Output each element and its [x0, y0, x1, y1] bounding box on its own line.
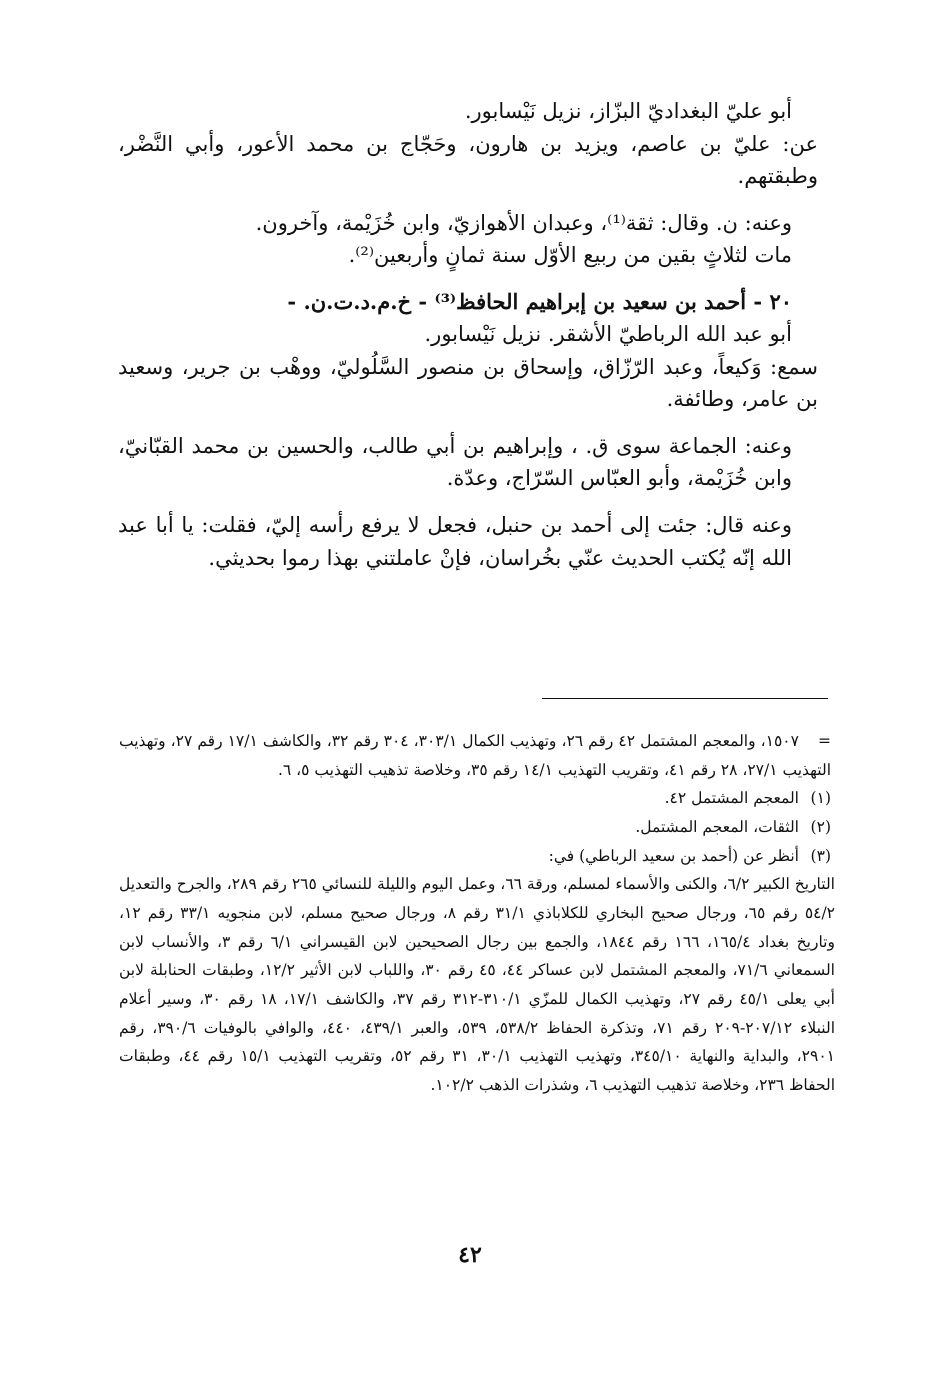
footnote-divider	[542, 698, 828, 699]
footnote-text: المعجم المشتمل ٤٢.	[664, 789, 799, 808]
paragraph-gap	[118, 272, 818, 286]
main-line: مات لثلاثٍ بقين من ربيع الأوّل سنة ثمانٍ وأربعين⁽²⁾.	[348, 243, 792, 268]
footnote-continuation	[119, 727, 835, 784]
footnote-3	[119, 842, 835, 871]
footnote-marker: (٣)	[810, 846, 831, 865]
footnote-text: أنظر عن (أحمد بن سعيد الرباطي) في:	[548, 846, 799, 865]
footnote-marker: (٢)	[810, 818, 831, 837]
main-line: وعنه: ن. وقال: ثقة⁽¹⁾، وعبدان الأهوازيّ، وابن خُزَيْمة، وآخرون.	[255, 210, 792, 235]
main-text	[118, 95, 818, 574]
main-line: أبو عبد الله الرباطيّ الأشقر. نزيل نَيْسابور.	[424, 322, 792, 347]
main-line: وعنه: الجماعة سوى ق. ، وإبراهيم بن أبي طالب، والحسين بن محمد القبّانيّ، وابن خُزَيْمة، وأبو العبّاس السّرّاج، وعدّة.	[118, 433, 792, 491]
page-number: ٤٢	[458, 1242, 482, 1268]
footnote-text: ١٥٠٧، والمعجم المشتمل ٤٢ رقم ٢٦، وتهذيب الكمال ٣٠٣/١، ٣٠٤ رقم ٣٢، والكاشف ١٧/١ رقم ٢٧، وتهذيب التهذيب ٢٧/١، ٢٨ رقم ٤١، وتقريب التهذيب ١٤/١ رقم ٣٥، وخلاصة تذهيب التهذيب ٥، ٦.	[119, 732, 831, 779]
footnote-3-body: التاريخ الكبير ٦/٢، والكنى والأسماء لمسلم، ورقة ٦٦، وعمل اليوم والليلة للنسائي ٢٦٥ رقم ٢٨٩، والجرح والتعديل ٥٤/٢ رقم ٦٥، ورجال صحيح البخاري للكلاباذي ٣١/١ رقم ٨، ورجال صحيح مسلم، لابن منجويه ٣٣/١ رقم ١٢، وتاريخ بغداد ١٦٥/٤، ١٦٦ رقم ١٨٤٤، والجمع بين رجال الصحيحين لابن القيسراني ٦/١ رقم ٣، والأنساب لابن السمعاني ٧١/٦، والمعجم المشتمل لابن عساكر ٤٤، ٤٥ رقم ٣٠، واللباب لابن الأثير ١٢/٢، وطبقات الحنابلة لابن أبي يعلى ٤٥/١ رقم ٢٧، وتهذيب الكمال للمزّي ٣١٠/١-٣١٢ رقم ٣٧، والكاشف ١٧/١، ١٨ رقم ٣٠، وسير أعلام النبلاء ٢٠٧/١٢-٢٠٩ رقم ٧١، وتذكرة الحفاظ ٥٣٨/٢، ٥٣٩، والعبر ٤٣٩/١، ٤٤٠، والوافي بالوفيات ٣٩٠/٦، رقم ٢٩٠١، والبداية والنهاية ٣٤٥/١٠، وتهذيب التهذيب ٣٠/١، ٣١ رقم ٥٢، وتقريب التهذيب ١٥/١ رقم ٤٤، وطبقات الحفاظ ٢٣٦، وخلاصة تذهيب التهذيب ٦، وشذرات الذهب ١٠٢/٢.	[119, 875, 836, 1095]
entry-heading: ٢٠ - أحمد بن سعيد بن إبراهيم الحافظ⁽³⁾ - خ.م.د.ت.ن. -	[287, 288, 792, 314]
main-line: وعنه قال: جئت إلى أحمد بن حنبل، فجعل لا يرفع رأسه إليّ، فقلت: يا أبا عبد الله إنّه يُكتب الحديث عنّي بخُراسان، فإنْ عاملتني بهذا رموا بحديثي.	[118, 513, 792, 570]
main-line: سمع: وَكيعاً، وعبد الرّزّاق، وإسحاق بن منصور السَّلُوليّ، ووهْب بن جرير، وسعيد بن عامر، وطائفة.	[118, 354, 818, 412]
footnote-marker: =	[817, 732, 831, 750]
footnote-marker: (١)	[810, 789, 831, 808]
paragraph-gap	[118, 193, 818, 207]
footnotes	[119, 727, 835, 1100]
paragraph-gap	[118, 495, 818, 509]
footnote-text: الثقات، المعجم المشتمل.	[635, 818, 799, 837]
main-line: أبو عليّ البغداديّ البزّاز، نزيل نَيْسابور.	[464, 99, 792, 123]
footnote-2	[119, 813, 835, 842]
footnote-1	[119, 784, 835, 813]
paragraph-gap	[118, 416, 818, 430]
main-line: عن: عليّ بن عاصم، ويزيد بن هارون، وحَجّاج بن محمد الأعور، وأبي النَّضْر، وطبقتهم.	[118, 131, 818, 189]
